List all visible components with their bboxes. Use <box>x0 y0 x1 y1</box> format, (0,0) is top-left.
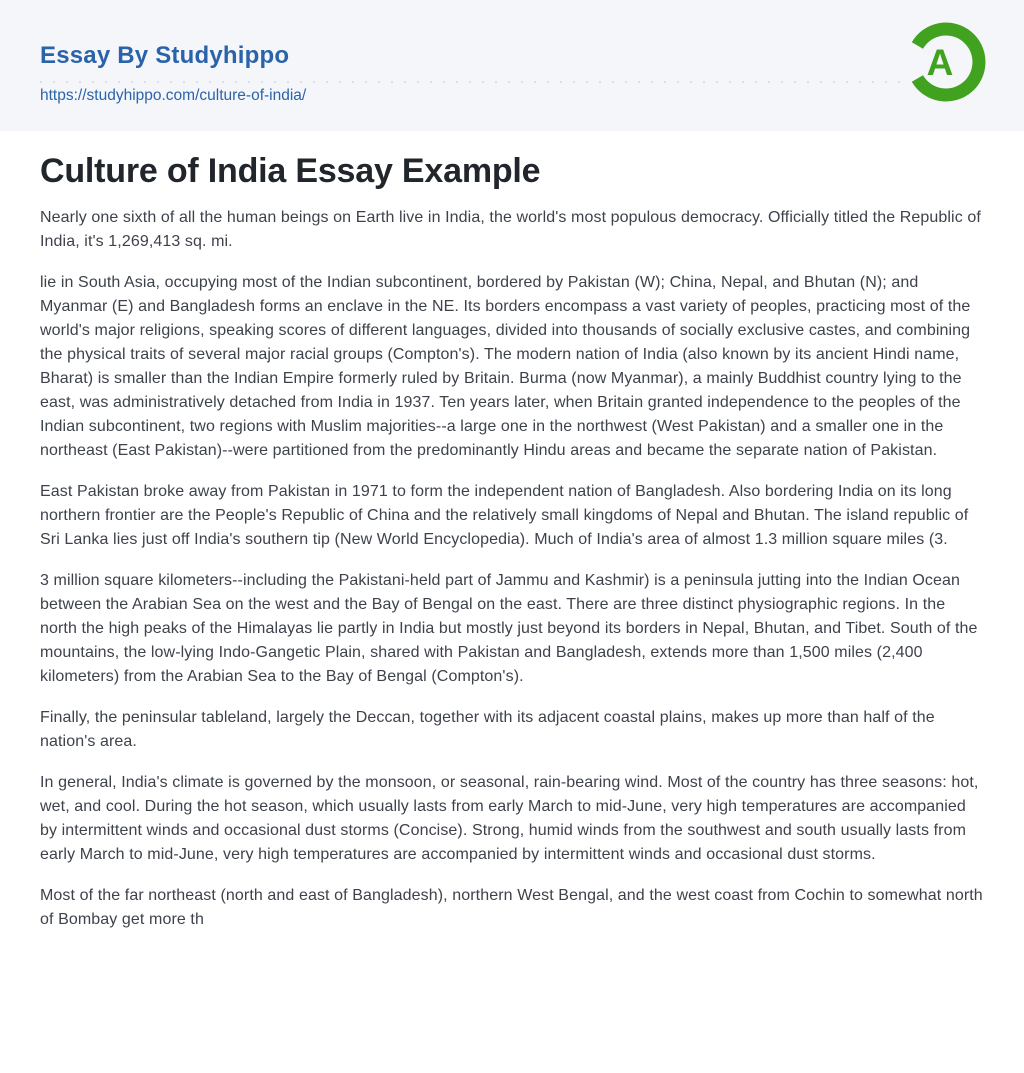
essay-paragraph: lie in South Asia, occupying most of the Indian subcontinent, bordered by Pakistan (W); China, Nepal, and Bhutan (N); and Myanmar (E) and Bangladesh forms an enclave in the NE. Its borders encompass a vast variety of peoples, practicing most of the world's major religions, speaking scores of different languages, divided into thousands of socially exclusive castes, and combining the physical traits of several major racial groups (Compton's). The modern nation of India (also known by its ancient Hindi name, Bharat) is smaller than the Indian Empire formerly ruled by Britain. Burma (now Myanmar), a mainly Buddhist country lying to the east, was administratively detached from India in 1937. Ten years later, when Britain granted independence to the peoples of the Indian subcontinent, two regions with Muslim majorities--a large one in the northwest (West Pakistan) and a smaller one in the northeast (East Pakistan)--were partitioned from the predominantly Hindu areas and became the separate nation of Pakistan. <box>40 274 971 459</box>
essay-paragraph: In general, India's climate is governed by the monsoon, or seasonal, rain-bearing wind. Most of the country has three seasons: hot, wet, and cool. During the hot season, which usually lasts from early March to mid-June, very high temperatures are accompanied by intermittent winds and occasional dust storms (Concise). Strong, humid winds from the southwest and south usually lasts from early March to mid-June, very high temperatures are accompanied by intermittent winds and occasional dust storms. <box>40 774 979 863</box>
dotted-separator <box>40 81 904 83</box>
essay-paragraph: Nearly one sixth of all the human beings on Earth live in India, the world's most populous democracy. Officially titled the Republic of India, it's 1,269,413 sq. mi. <box>40 209 981 250</box>
logo-arc-icon <box>906 22 986 102</box>
page-header <box>0 0 1024 131</box>
site-title: Essay By Studyhippo <box>40 42 290 69</box>
essay-paragraph: 3 million square kilometers--including the Pakistani-held part of Jammu and Kashmir) is a peninsula jutting into the Indian Ocean between the Arabian Sea on the west and the Bay of Bengal on the east. There are three distinct physiographic regions. In the north the high peaks of the Himalayas lie partly in India but mostly just beyond its borders in Nepal, Bhutan, and Tibet. South of the mountains, the low-lying Indo-Gangetic Plain, shared with Pakistan and Bangladesh, extends more than 1,500 miles (2,400 kilometers) from the Arabian Sea to the Bay of Bengal (Compton's). <box>40 572 978 685</box>
page-title: Culture of India Essay Example <box>40 152 541 190</box>
essay-body <box>40 206 984 932</box>
essay-paragraph: Most of the far northeast (north and east of Bangladesh), northern West Bengal, and the west coast from Cochin to somewhat north of Bombay get more th <box>40 887 983 928</box>
essay-paragraph: East Pakistan broke away from Pakistan in 1971 to form the independent nation of Bangladesh. Also bordering India on its long northern frontier are the People's Republic of China and the relatively small kingdoms of Nepal and Bhutan. The island republic of Sri Lanka lies just off India's southern tip (New World Encyclopedia). Much of India's area of almost 1.3 million square miles (3. <box>40 483 969 548</box>
studyhippo-logo-icon[interactable] <box>906 22 986 102</box>
essay-content <box>0 131 1024 932</box>
logo-letter: A <box>926 42 954 83</box>
essay-paragraph: Finally, the peninsular tableland, largely the Deccan, together with its adjacent coastal plains, makes up more than half of the nation's area. <box>40 709 935 750</box>
source-url-link[interactable]: https://studyhippo.com/culture-of-india/ <box>40 87 307 104</box>
